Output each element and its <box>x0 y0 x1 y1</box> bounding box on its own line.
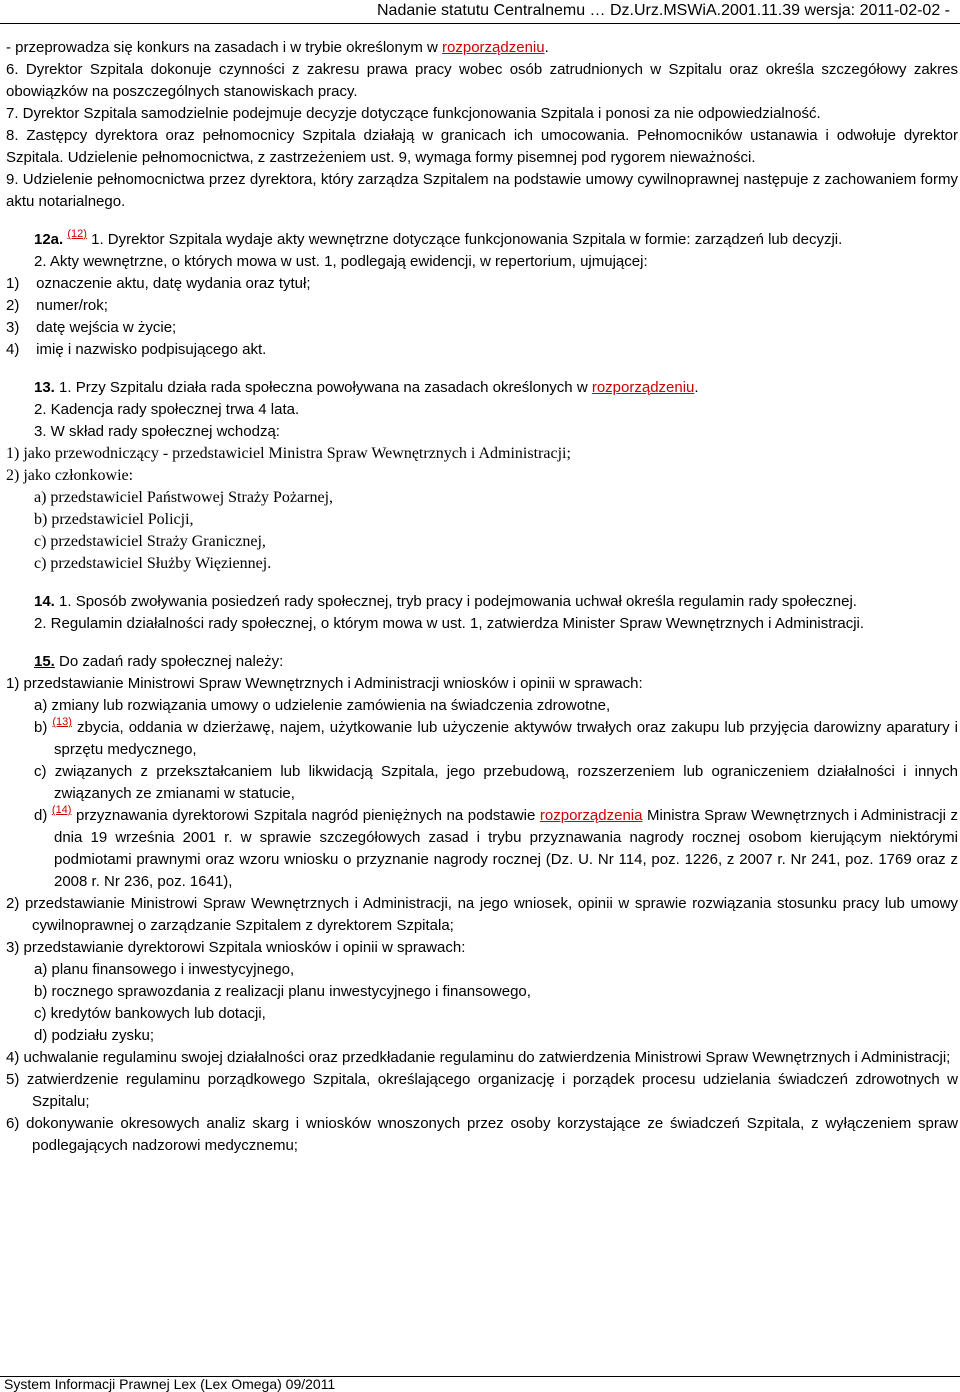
line-konkurs: - przeprowadza się konkurs na zasadach i w trybie określonym w rozporządzeniu. <box>6 39 549 56</box>
list-item: 6) dokonywanie okresowych analiz skarg i wniosków wnoszonych przez osoby korzystające ze świadczeń Szpitala, z wyłączeniem spraw podlegających nadzorowi medycznemu; <box>6 1115 958 1154</box>
list-item: c) kredytów bankowych lub dotacji, <box>34 1005 266 1022</box>
link-rozporzadzenia[interactable]: rozporządzenia <box>539 807 643 824</box>
list-item: d) podziału zysku; <box>34 1027 155 1044</box>
ust-6: 6. Dyrektor Szpitala dokonuje czynności z zakresu prawa pracy wobec osób zatrudnionych w Szpitalu oraz określa szczegółowy zakres obowiązków na poszczególnych stanowiskach pracy. <box>6 61 958 100</box>
list-item: 2) numer/rok; <box>6 297 108 314</box>
footnote-ref-13[interactable]: (13) <box>52 716 72 728</box>
footnote-ref-14[interactable]: (14) <box>51 804 72 816</box>
list-item: 3) przedstawianie dyrektorowi Szpitala wniosków i opinii w sprawach: <box>6 939 466 956</box>
list-item: a) zmiany lub rozwiązania umowy o udzielenie zamówienia na świadczenia zdrowotne, <box>34 697 611 714</box>
list-item: 2) przedstawianie Ministrowi Spraw Wewnętrznych i Administracji, na jego wniosek, opinii w sprawie rozwiązania stosunku pracy lub umowy cywilnoprawnej o zarządzanie Szpitalem z dyrektorem Szpitala; <box>6 895 958 934</box>
list-item: 4) uchwalanie regulaminu swojej działalności oraz przedkładanie regulaminu do zatwierdzenia Ministrowi Spraw Wewnętrznych i Administracji; <box>6 1049 951 1066</box>
list-item: 1) oznaczenie aktu, datę wydania oraz tytuł; <box>6 275 311 292</box>
list-item: a) przedstawiciel Państwowej Straży Pożarnej, <box>34 489 334 506</box>
ust-8: 8. Zastępcy dyrektora oraz pełnomocnicy Szpitala działają w granicach ich umocowania. Pełnomocników ustanawia i odwołuje dyrektor Szpitala. Udzielenie pełnomocnictwa, z zastrzeżeniem ust. 9, wymaga formy pisemnej pod rygorem nieważności. <box>6 127 958 166</box>
list-item: 4) imię i nazwisko podpisującego akt. <box>6 341 267 358</box>
document-body <box>6 37 958 1157</box>
list-item: c) przedstawiciel Straży Granicznej, <box>34 533 266 550</box>
list-item: 2) jako członkowie: <box>6 467 134 484</box>
paragraph-15: 15. Do zadań rady społecznej należy: <box>34 653 284 670</box>
ust-7: 7. Dyrektor Szpitala samodzielnie podejmuje decyzje dotyczące funkcjonowania Szpitala i ponosi za nie odpowiedzialność. <box>6 105 821 122</box>
footnote-ref-12[interactable]: (12) <box>67 228 87 240</box>
list-item: c) przedstawiciel Służby Więziennej. <box>34 555 272 572</box>
list-item: 3) datę wejścia w życie; <box>6 319 177 336</box>
link-rozporzadzeniu-13[interactable]: rozporządzeniu <box>591 379 695 396</box>
paragraph-12a: 12a. $^{(12)}$ 1. Dyrektor Szpitala wydaje akty wewnętrzne dotyczące funkcjonowania Szpitala w formie: zarządzeń lub decyzji. <box>34 228 843 248</box>
page-footer: System Informacji Prawnej Lex (Lex Omega) 09/2011 <box>4 1376 336 1392</box>
list-item: b) $^{(13)}$ zbycia, oddania w dzierżawę, najem, użytkowanie lub użyczenie aktywów trwałych oraz zakupu lub przyjęcia darowizny aparatury i sprzętu medycznego, <box>34 716 958 758</box>
paragraph-14-ust-2: 2. Regulamin działalności rady społecznej, o którym mowa w ust. 1, zatwierdza Minister Spraw Wewnętrznych i Administracji. <box>34 615 865 632</box>
paragraph-14: 14. 1. Sposób zwoływania posiedzeń rady społecznej, tryb pracy i podejmowania uchwał określa regulamin rady społecznej. <box>34 593 857 610</box>
list-item: a) planu finansowego i inwestycyjnego, <box>34 961 295 978</box>
list-item: d) $^{(14)}$ przyznawania dyrektorowi Szpitala nagród pieniężnych na podstawie rozporządzenia Ministra Spraw Wewnętrznych i Administracji z dnia 19 września 2001 r. w sprawie szczegółowych zasad i trybu przyznawania nagrody rocznej osobom kierującym niektórymi podmiotami prawnymi oraz wzoru wniosku o przyznanie nagrody rocznej (Dz. U. Nr 114, poz. 1226, z 2007 r. Nr 241, poz. 1769 oraz z 2008 r. Nr 236, poz. 1641), <box>34 804 958 890</box>
list-item: b) przedstawiciel Policji, <box>34 511 194 528</box>
list-item: c) związanych z przekształcaniem lub likwidacją Szpitala, jego przebudową, rozszerzeniem lub ograniczeniem działalności i innych związanych ze zmianami w statucie, <box>34 763 958 802</box>
ust-9: 9. Udzielenie pełnomocnictwa przez dyrektora, który zarządza Szpitalem na podstawie umowy cywilnoprawnej następuje z zachowaniem formy aktu notarialnego. <box>6 171 958 210</box>
paragraph-13: 13. 1. Przy Szpitalu działa rada społeczna powoływana na zasadach określonych w rozporządzeniu. <box>34 379 699 396</box>
list-item: b) rocznego sprawozdania z realizacji planu inwestycyjnego i finansowego, <box>34 983 531 1000</box>
list-item: 1) jako przewodniczący - przedstawiciel Ministra Spraw Wewnętrznych i Administracji; <box>6 445 571 462</box>
paragraph-13-ust-2: 2. Kadencja rady społecznej trwa 4 lata. <box>34 401 300 418</box>
list-item: 5) zatwierdzenie regulaminu porządkowego Szpitala, określającego organizację i porządek procesu udzielania świadczeń zdrowotnych w Szpitalu; <box>6 1071 958 1110</box>
paragraph-12a-ust-2: 2. Akty wewnętrzne, o których mowa w ust. 1, podlegają ewidencji, w repertorium, ujmującej: <box>34 253 648 270</box>
page-header: Nadanie statutu Centralnemu … Dz.Urz.MSWiA.2001.11.39 wersja: 2011-02-02 - <box>376 2 950 19</box>
list-item: 1) przedstawianie Ministrowi Spraw Wewnętrznych i Administracji wniosków i opinii w sprawach: <box>6 675 643 692</box>
link-rozporzadzeniu[interactable]: rozporządzeniu <box>442 39 545 56</box>
paragraph-13-ust-3: 3. W skład rady społecznej wchodzą: <box>34 423 280 440</box>
header-divider <box>0 23 960 24</box>
